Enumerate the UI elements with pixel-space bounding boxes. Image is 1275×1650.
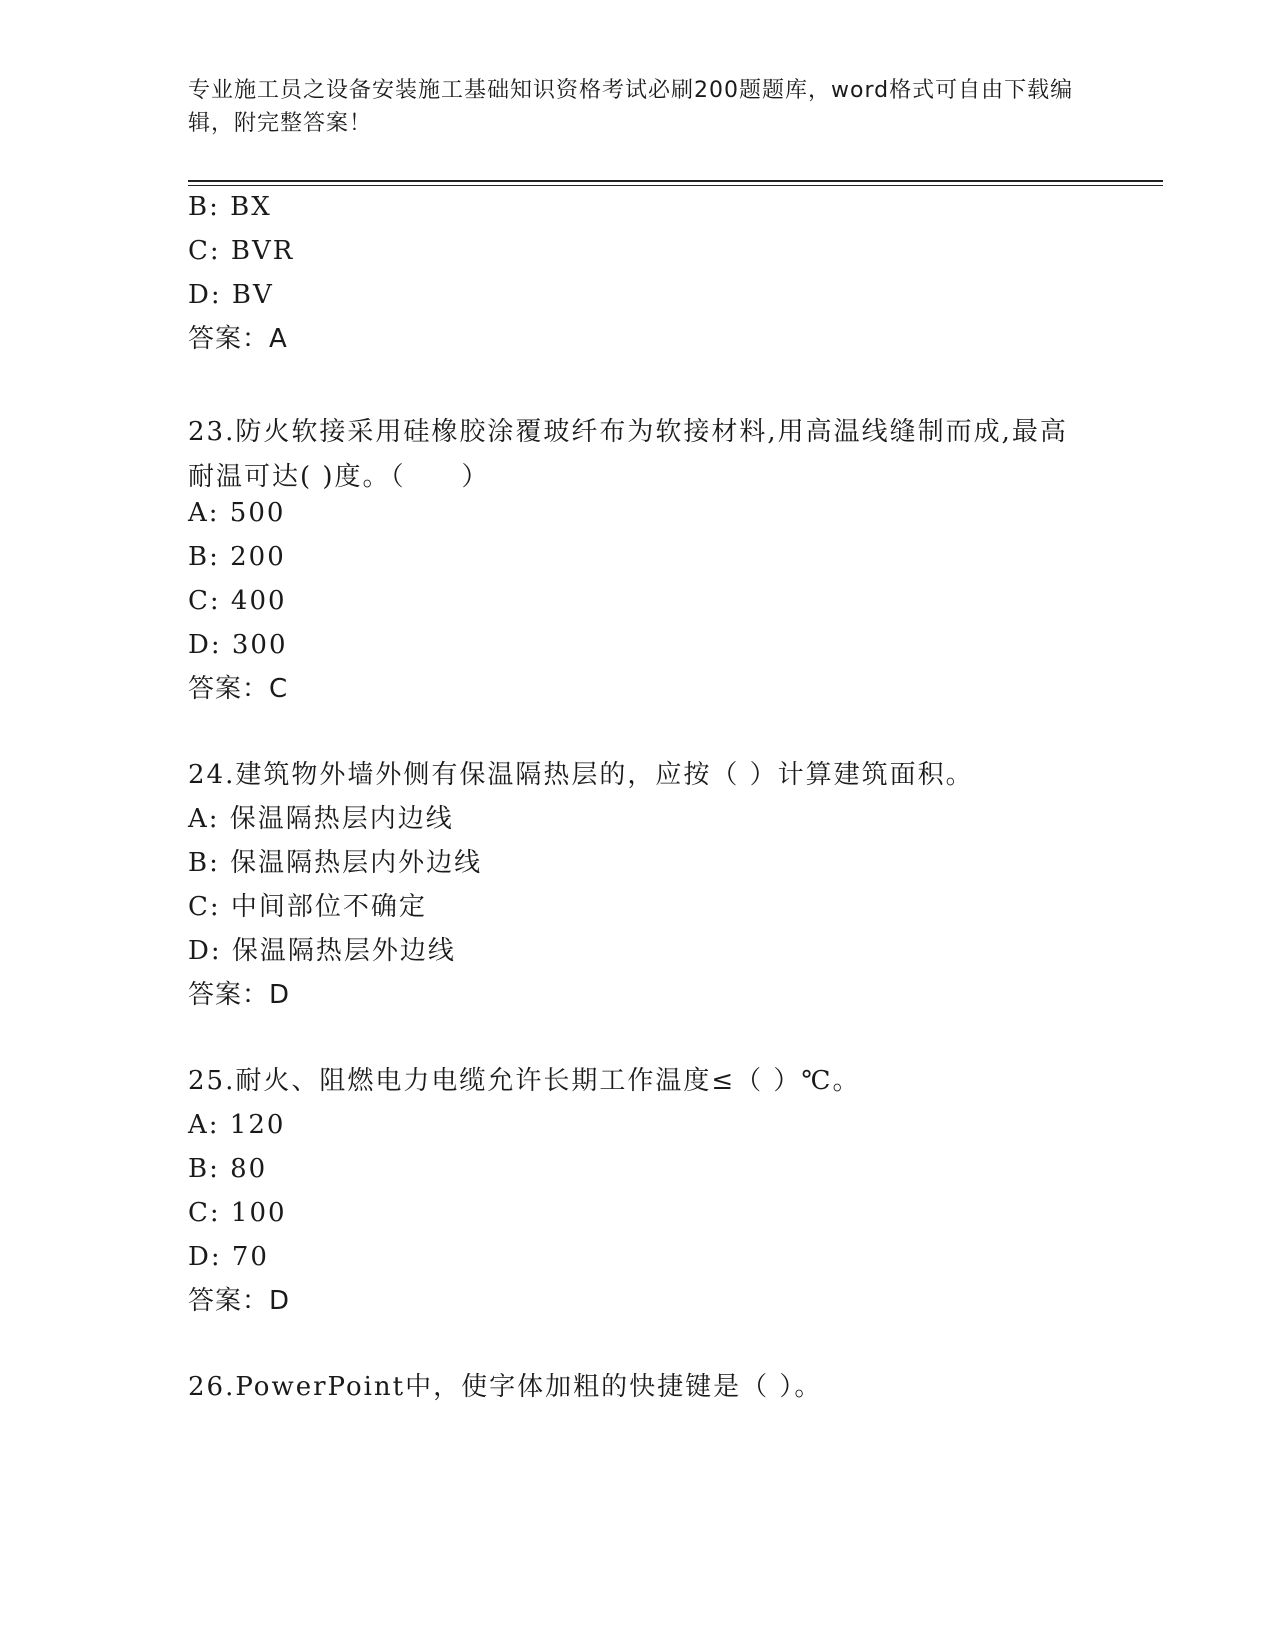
q25-option-b: B: 80 [188,1154,268,1184]
document-header: 专业施工员之设备安装施工基础知识资格考试必刷200题题库，word格式可自由下载编辑，附完整答案！ [188,78,1074,136]
q25-option-d: D: 70 [188,1242,269,1272]
q23-question: 23.防火软接采用硅橡胶涂覆玻纤布为软接材料,用高温线缝制而成,最高耐温可达( )度。（ ） [188,417,1068,492]
q22-option-b: B: BX [188,192,272,222]
q25-answer: 答案：D [188,1286,291,1316]
q25-question: 25.耐火、阻燃电力电缆允许长期工作温度≤（ ）℃。 [188,1066,861,1096]
header-divider-thin [188,185,1163,186]
q22-answer: 答案：A [188,324,288,354]
header-divider-thick [188,180,1163,182]
q24-option-c: C: 中间部位不确定 [188,892,427,922]
q23-option-d: D: 300 [188,630,288,660]
q24-option-b: B: 保温隔热层内外边线 [188,848,483,878]
q24-question: 24.建筑物外墙外侧有保温隔热层的，应按（ ）计算建筑面积。 [188,760,974,790]
q22-option-d: D: BV [188,280,274,310]
q23-option-c: C: 400 [188,586,287,616]
q26-question: 26.PowerPoint中，使字体加粗的快捷键是（ ）。 [188,1372,823,1402]
q24-answer: 答案：D [188,980,291,1010]
q23-answer: 答案：C [188,674,289,704]
q23-option-a: A: 500 [188,498,286,528]
q24-option-d: D: 保温隔热层外边线 [188,936,456,966]
q25-option-c: C: 100 [188,1198,287,1228]
q23-option-b: B: 200 [188,542,286,572]
q22-option-c: C: BVR [188,236,295,266]
q25-option-a: A: 120 [188,1110,286,1140]
q24-option-a: A: 保温隔热层内边线 [188,804,454,834]
